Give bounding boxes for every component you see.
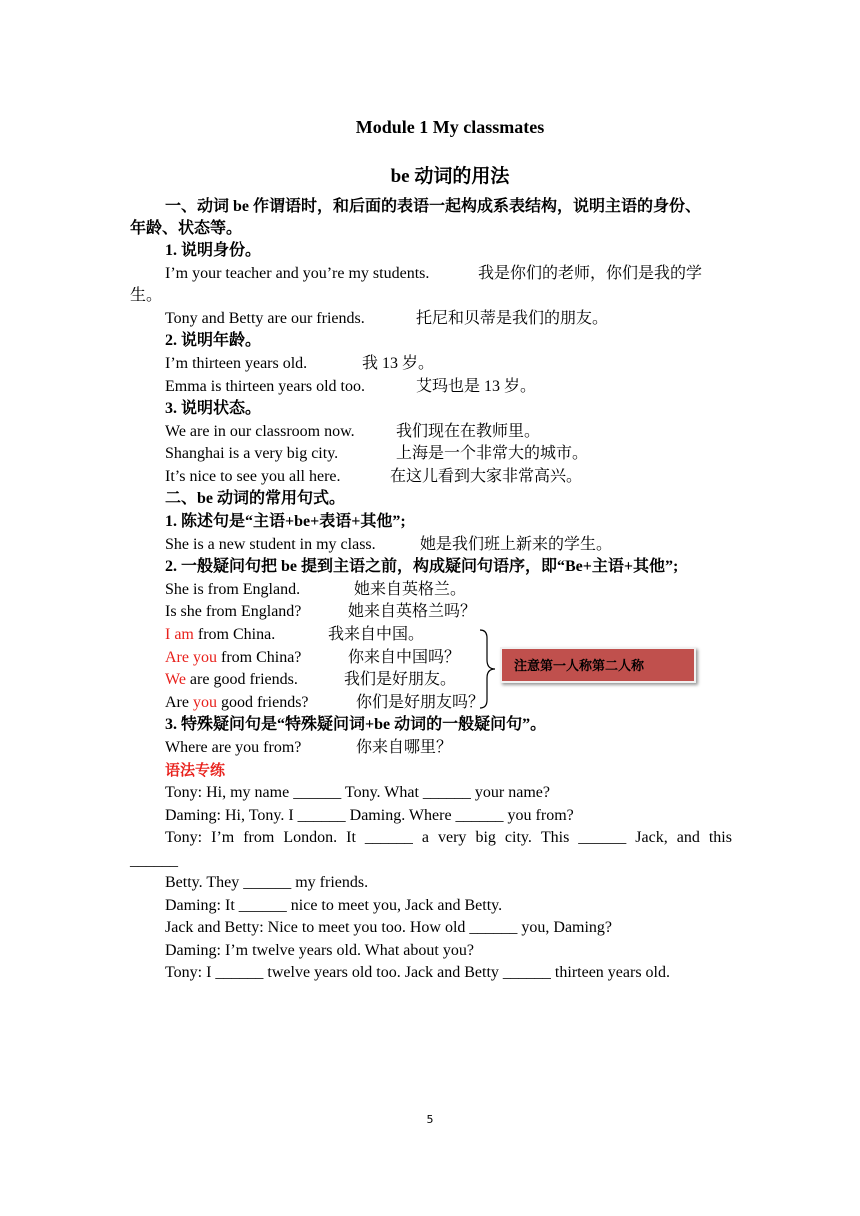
example-cn: 上海是一个非常大的城市。 <box>396 445 589 462</box>
section1-heading: 一、动词 be 作谓语时，和后面的表语一起构成系表结构，说明主语的身份、 <box>165 198 702 215</box>
s2-point3-heading: 3. 特殊疑问句是“特殊疑问词+be 动词的一般疑问句”。 <box>165 716 547 733</box>
section2-heading: 二、be 动词的常用句式。 <box>165 490 346 507</box>
example-en <box>165 670 298 690</box>
practice-word: this <box>708 829 732 846</box>
example-text: Are <box>165 694 193 711</box>
example-en: Is she from England? <box>165 603 302 620</box>
practice-line <box>165 828 732 848</box>
example-cn: 你来自哪里？ <box>356 739 453 756</box>
example-cn: 我是你们的老师，你们是我的学 <box>478 265 703 282</box>
page-title: Module 1 My classmates <box>355 117 545 137</box>
practice-word: ______ <box>578 829 627 846</box>
example-cn: 你来自中国吗？ <box>348 649 461 666</box>
example-text: from China. <box>193 626 276 643</box>
practice-word: and <box>676 829 700 846</box>
example-text: from China? <box>216 649 302 666</box>
practice-line: Daming: Hi, Tony. I ______ Daming. Where ______ you from? <box>165 807 574 824</box>
example-en: It’s nice to see you all here. <box>165 468 341 485</box>
practice-word: London. <box>283 829 338 846</box>
page-number: 5 <box>426 1113 434 1126</box>
practice-heading: 语法专练 <box>165 761 226 779</box>
practice-word: big <box>475 829 496 846</box>
example-en: We are in our classroom now. <box>165 423 355 440</box>
practice-line: Jack and Betty: Nice to meet you too. How old ______ you, Daming? <box>165 919 613 936</box>
example-en: I’m thirteen years old. <box>165 355 308 372</box>
practice-word: Jack, <box>635 829 668 846</box>
example-cn: 她来自英格兰。 <box>354 581 467 598</box>
practice-word: It <box>346 829 356 846</box>
example-text: good friends? <box>216 694 309 711</box>
example-en <box>165 648 301 668</box>
example-cn: 托尼和贝蒂是我们的朋友。 <box>416 310 609 327</box>
example-cn: 她来自英格兰吗？ <box>348 603 477 620</box>
practice-word: very <box>438 829 467 846</box>
highlight-subject: I am <box>165 626 194 643</box>
page-subtitle: be 动词的用法 <box>390 166 510 187</box>
practice-word: city. <box>504 829 532 846</box>
highlight-subject: you <box>192 694 217 711</box>
practice-line-cont: ______ <box>130 852 178 869</box>
example-cn: 我们是好朋友。 <box>344 671 457 688</box>
right-brace-icon <box>478 628 500 710</box>
example-cn: 你们是好朋友吗？ <box>356 694 485 711</box>
example-en: She is from England. <box>165 581 301 598</box>
practice-line: Betty. They ______ my friends. <box>165 874 369 891</box>
practice-word: This <box>540 829 570 846</box>
example-en <box>165 693 309 713</box>
s2-point1-heading: 1. 陈述句是“主语+be+表语+其他”; <box>165 513 406 530</box>
s2-point2-heading: 2. 一般疑问句把 be 提到主语之前，构成疑问句语序，即“Be+主语+其他”; <box>165 558 679 575</box>
example-cn: 在这儿看到大家非常高兴。 <box>390 468 583 485</box>
example-cn: 我们现在在教师里。 <box>396 423 541 440</box>
example-en: Shanghai is a very big city. <box>165 445 339 462</box>
example-en <box>165 625 275 645</box>
practice-word: a <box>421 829 429 846</box>
example-text: are good friends. <box>185 671 298 688</box>
example-en: Emma is thirteen years old too. <box>165 378 365 395</box>
example-cn: 她是我们班上新来的学生。 <box>420 536 613 553</box>
s1-point3-heading: 3. 说明状态。 <box>165 400 262 417</box>
practice-line: Tony: I ______ twelve years old too. Jack and Betty ______ thirteen years old. <box>165 964 670 981</box>
practice-word: from <box>243 829 275 846</box>
example-cn: 我 13 岁。 <box>362 355 435 372</box>
practice-word: ______ <box>364 829 413 846</box>
note-callout: 注意第一人称第二人称 <box>500 647 696 683</box>
practice-word: Tony: <box>165 829 203 846</box>
practice-line: Daming: I’m twelve years old. What about you? <box>165 942 474 959</box>
highlight-subject: Are you <box>165 649 217 666</box>
example-cn: 我来自中国。 <box>328 626 425 643</box>
example-en: Tony and Betty are our friends. <box>165 310 365 327</box>
practice-line: Tony: Hi, my name ______ Tony. What ______ your name? <box>165 784 550 801</box>
example-en: I’m your teacher and you’re my students. <box>165 265 430 282</box>
practice-word: I’m <box>211 829 235 846</box>
example-cn-cont: 生。 <box>130 287 163 304</box>
example-en: She is a new student in my class. <box>165 536 376 553</box>
practice-line: Daming: It ______ nice to meet you, Jack and Betty. <box>165 897 503 914</box>
example-cn: 艾玛也是 13 岁。 <box>416 378 537 395</box>
s1-point1-heading: 1. 说明身份。 <box>165 242 262 259</box>
highlight-subject: We <box>165 671 186 688</box>
section1-heading-cont: 年龄、状态等。 <box>130 220 243 237</box>
s1-point2-heading: 2. 说明年龄。 <box>165 332 262 349</box>
example-en: Where are you from? <box>165 739 302 756</box>
